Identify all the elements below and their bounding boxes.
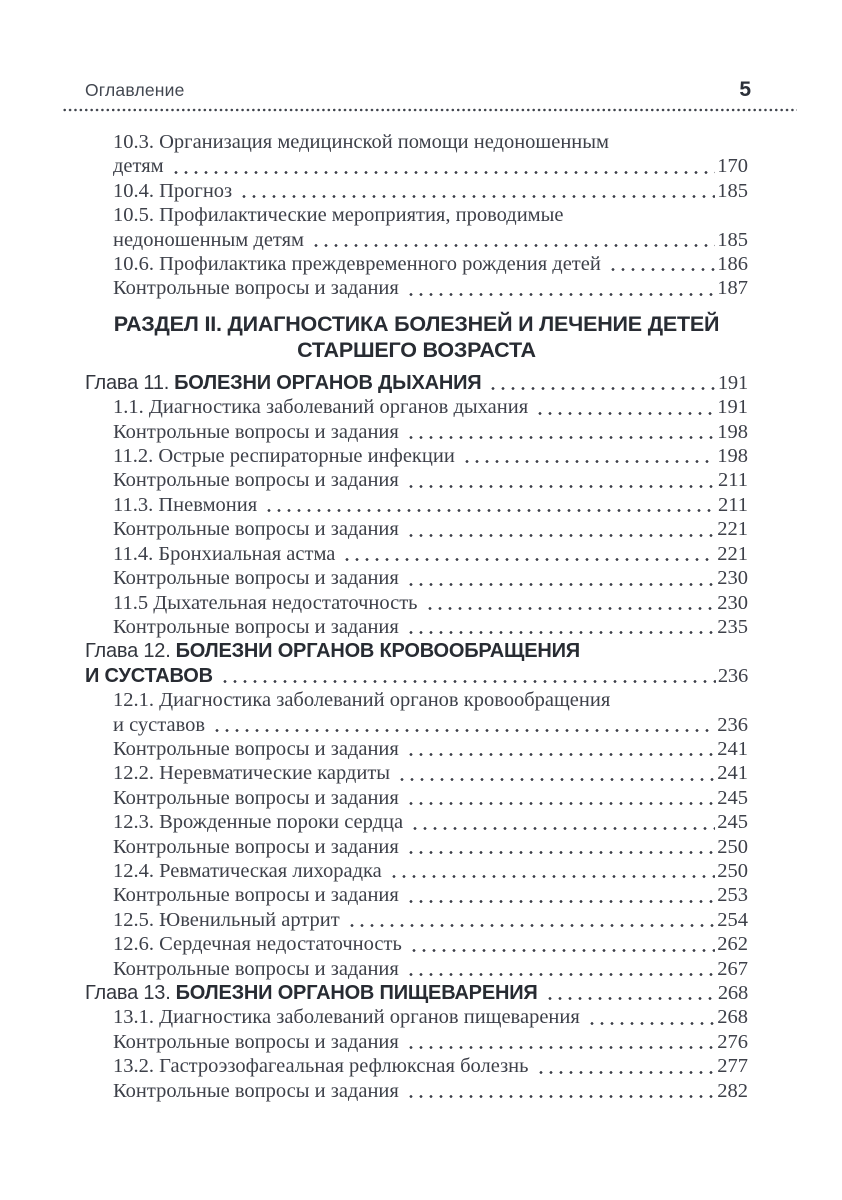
toc-entry-page: 250 — [717, 859, 748, 882]
toc-entry-page: 230 — [717, 591, 748, 614]
toc-chapter-label — [85, 981, 538, 1005]
dot-leader — [171, 154, 716, 178]
toc-entry — [85, 835, 748, 859]
toc-entry-label: 12.2. Неревматические кардиты — [113, 762, 391, 785]
toc-entry — [85, 130, 748, 154]
toc-entry — [85, 737, 748, 761]
toc-entry — [85, 420, 748, 444]
page-header — [62, 78, 797, 113]
toc-entry-page: 267 — [717, 957, 748, 980]
toc-chapter-entry — [85, 664, 748, 688]
toc-entry — [85, 615, 748, 639]
toc-entry-label: Контрольные вопросы и задания — [113, 1079, 399, 1102]
toc-chapter-title: БОЛЕЗНИ ОРГАНОВ ПИЩЕВАРЕНИЯ — [175, 982, 538, 1004]
page-number: 5 — [739, 78, 751, 101]
toc-entry-label: 12.4. Ревматическая лихорадка — [113, 859, 382, 882]
toc-entry — [85, 908, 748, 932]
dot-leader — [406, 786, 715, 810]
toc-entry-label: 12.1. Диагностика заболеваний органов кровообращения — [113, 689, 611, 712]
toc-entry-label: Контрольные вопросы и задания — [113, 884, 399, 907]
toc-entry-label: Контрольные вопросы и задания — [113, 737, 399, 760]
dot-leader — [406, 517, 715, 541]
toc-entry-page: 277 — [717, 1055, 748, 1078]
toc-chapter-prefix: Глава 11. — [85, 371, 170, 394]
dot-leader — [462, 444, 715, 468]
toc-entry-label: 12.6. Сердечная недостаточность — [113, 933, 402, 956]
dot-leader — [239, 179, 715, 203]
toc-entry — [85, 542, 748, 566]
toc-list — [85, 130, 748, 1103]
toc-entry — [85, 688, 748, 712]
toc-entry-page: 254 — [717, 908, 748, 931]
toc-entry-label: Контрольные вопросы и задания — [113, 615, 399, 638]
toc-chapter-title: БОЛЕЗНИ ОРГАНОВ КРОВООБРАЩЕНИЯ — [175, 640, 580, 663]
dot-leader — [409, 932, 715, 956]
toc-entry-page: 211 — [718, 469, 748, 492]
toc-chapter-prefix: Глава 13. — [85, 982, 171, 1004]
toc-entry-label: 10.5. Профилактические мероприятия, проводимые — [113, 204, 564, 227]
dot-leader — [311, 228, 715, 252]
toc-entry — [85, 957, 748, 981]
toc-entry-label: Контрольные вопросы и задания — [113, 957, 399, 980]
dot-leader — [406, 957, 715, 981]
toc-entry-label: Контрольные вопросы и задания — [113, 518, 399, 541]
toc-chapter-label — [85, 639, 580, 663]
toc-entry — [85, 1030, 748, 1054]
toc-entry — [85, 1005, 748, 1029]
toc-entry-page: 185 — [717, 228, 748, 251]
toc-entry-label: 13.1. Диагностика заболеваний органов пищеварения — [113, 1006, 580, 1029]
dot-leader — [406, 1079, 715, 1103]
toc-entry — [85, 179, 748, 203]
toc-entry-page: 211 — [718, 493, 748, 516]
dot-leader — [425, 591, 716, 615]
toc-entry — [85, 154, 748, 178]
toc-entry-page: 276 — [717, 1030, 748, 1053]
toc-chapter-title: И СУСТАВОВ — [85, 664, 213, 687]
toc-entry — [85, 859, 748, 883]
toc-entry-label: и суставов — [113, 713, 206, 736]
toc-entry-page: 186 — [717, 253, 748, 276]
toc-entry-label: детям — [113, 155, 164, 178]
toc-section-heading-text: СТАРШЕГО ВОЗРАСТА — [297, 338, 536, 363]
toc-entry-label: Контрольные вопросы и задания — [113, 835, 399, 858]
toc-entry-page: 236 — [717, 713, 748, 736]
toc-entry — [85, 468, 748, 492]
toc-entry — [85, 566, 748, 590]
dot-leader — [406, 276, 715, 300]
toc-entry-label: Контрольные вопросы и задания — [113, 469, 399, 492]
dot-leader — [406, 566, 715, 590]
toc-entry — [85, 810, 748, 834]
toc-entry — [85, 1079, 748, 1103]
toc-entry-page: 262 — [717, 933, 748, 956]
toc-entry-page: 250 — [717, 835, 748, 858]
toc-entry — [85, 591, 748, 615]
toc-entry-page: 268 — [717, 982, 748, 1004]
dot-leader — [347, 908, 716, 932]
toc-entry-page: 191 — [717, 371, 748, 394]
dot-leader — [406, 420, 715, 444]
dot-leader — [264, 493, 716, 517]
toc-entry — [85, 203, 748, 227]
toc-entry-page: 253 — [717, 884, 748, 907]
dot-leader — [406, 468, 716, 492]
toc-entry-page: 235 — [717, 615, 748, 638]
toc-entry — [85, 493, 748, 517]
dot-leader — [410, 810, 715, 834]
dot-leader — [342, 542, 715, 566]
toc-entry-page: 241 — [717, 737, 748, 760]
toc-entry — [85, 786, 748, 810]
toc-entry-label: 11.4. Бронхиальная астма — [113, 542, 336, 565]
dot-leader — [608, 252, 715, 276]
toc-chapter-title: БОЛЕЗНИ ОРГАНОВ ДЫХАНИЯ — [174, 371, 482, 394]
toc-entry-page: 245 — [717, 811, 748, 834]
toc-entry-label: недоношенным детям — [113, 228, 305, 251]
toc-entry-label: 1.1. Диагностика заболеваний органов дыхания — [113, 396, 529, 419]
toc-entry-page: 241 — [717, 762, 748, 785]
toc-entry — [85, 228, 748, 252]
dot-leader — [389, 859, 715, 883]
toc-entry-label: 11.5 Дыхательная недостаточность — [113, 591, 418, 614]
toc-chapter-entry — [85, 371, 748, 395]
toc-entry — [85, 883, 748, 907]
toc-entry-page: 245 — [717, 786, 748, 809]
toc-entry — [85, 932, 748, 956]
dot-leader — [220, 664, 716, 688]
toc-entry-label: 11.2. Острые респираторные инфекции — [113, 445, 455, 468]
toc-entry-page: 187 — [717, 277, 748, 300]
header-dotted-rule — [62, 107, 797, 113]
toc-entry-label: Контрольные вопросы и задания — [113, 786, 399, 809]
running-title: Оглавление — [85, 80, 185, 100]
dot-leader — [397, 761, 715, 785]
page-header-row — [62, 78, 797, 102]
toc-chapter-entry — [85, 639, 748, 663]
toc-section-heading — [85, 337, 748, 364]
toc-section-heading — [85, 311, 748, 338]
dot-leader — [406, 615, 715, 639]
toc-entry-label: Контрольные вопросы и задания — [113, 420, 399, 443]
toc-entry — [85, 276, 748, 300]
toc-entry-label: 12.5. Ювенильный артрит — [113, 908, 340, 931]
dot-leader — [545, 981, 716, 1005]
toc-entry-label: Контрольные вопросы и задания — [113, 1030, 399, 1053]
dot-leader — [535, 395, 715, 419]
dot-leader — [406, 835, 715, 859]
dot-leader — [406, 883, 715, 907]
toc-entry — [85, 395, 748, 419]
toc-entry — [85, 444, 748, 468]
toc-entry-page: 198 — [717, 420, 748, 443]
toc-entry-page: 198 — [717, 445, 748, 468]
toc-chapter-prefix: Глава 12. — [85, 640, 171, 663]
dot-leader — [212, 713, 715, 737]
toc-entry-label: Контрольные вопросы и задания — [113, 567, 399, 590]
toc-entry-page: 170 — [717, 155, 748, 178]
book-toc-page — [0, 78, 842, 1200]
toc-entry-page: 221 — [717, 518, 748, 541]
dot-leader — [406, 737, 715, 761]
toc-entry-label: 12.3. Врожденные пороки сердца — [113, 811, 404, 834]
toc-section-heading-text: РАЗДЕЛ II. ДИАГНОСТИКА БОЛЕЗНЕЙ И ЛЕЧЕНИЕ ДЕТЕЙ — [113, 311, 720, 336]
toc-entry-page: 221 — [717, 542, 748, 565]
toc-entry — [85, 252, 748, 276]
dot-leader — [587, 1005, 715, 1029]
toc-entry-page: 268 — [717, 1006, 748, 1029]
toc-chapter-label — [85, 664, 213, 688]
toc-entry-label: Контрольные вопросы и задания — [113, 277, 399, 300]
toc-entry-page: 236 — [717, 664, 748, 687]
toc-entry — [85, 1054, 748, 1078]
toc-chapter-entry — [85, 981, 748, 1005]
dot-leader — [536, 1054, 716, 1078]
toc-entry-page: 185 — [717, 179, 748, 202]
toc-entry — [85, 517, 748, 541]
toc-entry-label: 10.4. Прогноз — [113, 179, 233, 202]
toc-entry-page: 230 — [717, 567, 748, 590]
toc-entry-label: 10.6. Профилактика преждевременного рождения детей — [113, 253, 601, 276]
toc-entry-page: 282 — [717, 1079, 748, 1102]
toc-entry-label: 13.2. Гастроэзофагеальная рефлюксная болезнь — [113, 1055, 529, 1078]
toc-entry-label: 11.3. Пневмония — [113, 493, 258, 516]
toc-entry — [85, 761, 748, 785]
dot-leader — [406, 1030, 715, 1054]
toc-entry-label: 10.3. Организация медицинской помощи недоношенным — [113, 131, 610, 153]
dot-leader — [488, 371, 715, 395]
toc-entry-page: 191 — [717, 396, 748, 419]
toc-chapter-label — [85, 371, 481, 395]
toc-entry — [85, 713, 748, 737]
